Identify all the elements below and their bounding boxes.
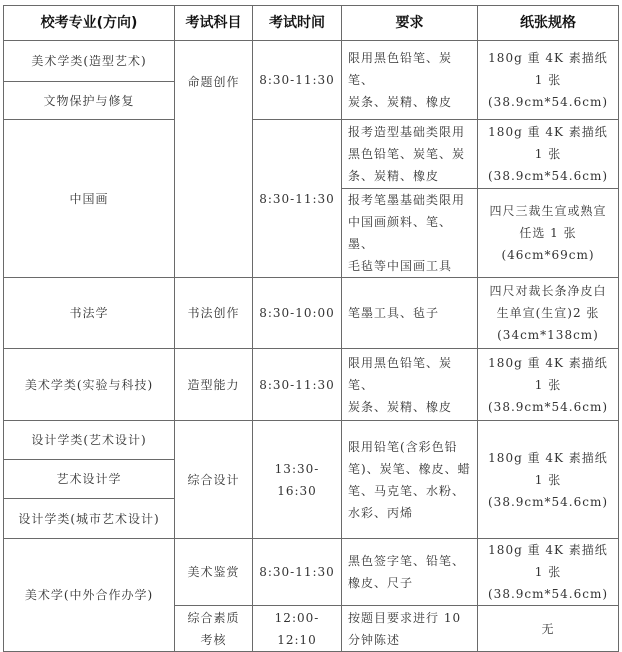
header-requirement: 要求 — [342, 6, 478, 41]
paper-cell: 180g 重 4K 素描纸 1 张 (38.9cm*54.6cm) — [478, 41, 619, 120]
paper-cell: 180g 重 4K 素描纸 1 张 (38.9cm*54.6cm) — [478, 349, 619, 421]
major-cell: 美术学类(实验与科技) — [4, 349, 175, 421]
table-row — [4, 349, 619, 421]
time-cell: 12:00-12:10 — [253, 606, 342, 652]
major-cell: 设计学类(艺术设计) — [4, 421, 175, 460]
paper-cell: 180g 重 4K 素描纸 1 张 (38.9cm*54.6cm) — [478, 421, 619, 539]
requirement-cell: 笔墨工具、毡子 — [342, 278, 478, 349]
header-time: 考试时间 — [253, 6, 342, 41]
time-cell: 8:30-11:30 — [253, 539, 342, 606]
subject-cell: 书法创作 — [175, 278, 253, 349]
requirement-cell: 报考笔墨基础类限用 中国画颜料、笔、墨、 毛毡等中国画工具 — [342, 189, 478, 278]
subject-cell: 命题创作 — [175, 41, 253, 278]
requirement-cell: 报考造型基础类限用 黑色铅笔、炭笔、炭 条、炭精、橡皮 — [342, 120, 478, 189]
major-cell: 书法学 — [4, 278, 175, 349]
major-cell: 文物保护与修复 — [4, 82, 175, 120]
requirement-cell: 限用铅笔(含彩色铅 笔)、炭笔、橡皮、蜡 笔、马克笔、水粉、 水彩、丙烯 — [342, 421, 478, 539]
table-row — [4, 41, 619, 82]
time-cell: 13:30-16:30 — [253, 421, 342, 539]
time-cell: 8:30-11:30 — [253, 41, 342, 120]
paper-cell: 四尺三裁生宣或熟宣 任选 1 张 (46cm*69cm) — [478, 189, 619, 278]
requirement-cell: 黑色签字笔、铅笔、 橡皮、尺子 — [342, 539, 478, 606]
time-cell: 8:30-10:00 — [253, 278, 342, 349]
header-major: 校考专业(方向) — [4, 6, 175, 41]
major-cell: 中国画 — [4, 120, 175, 278]
table-row — [4, 120, 619, 189]
exam-schedule-table — [3, 5, 619, 652]
major-cell: 艺术设计学 — [4, 460, 175, 499]
requirement-cell: 限用黑色铅笔、炭笔、 炭条、炭精、橡皮 — [342, 41, 478, 120]
time-cell: 8:30-11:30 — [253, 120, 342, 278]
subject-cell: 造型能力 — [175, 349, 253, 421]
header-row — [4, 6, 619, 41]
requirement-cell: 限用黑色铅笔、炭笔、 炭条、炭精、橡皮 — [342, 349, 478, 421]
table-row — [4, 539, 619, 606]
header-subject: 考试科目 — [175, 6, 253, 41]
table-row — [4, 421, 619, 460]
header-paper: 纸张规格 — [478, 6, 619, 41]
paper-cell: 四尺对裁长条净皮白 生单宣(生宣)2 张 (34cm*138cm) — [478, 278, 619, 349]
time-cell: 8:30-11:30 — [253, 349, 342, 421]
paper-cell: 180g 重 4K 素描纸 1 张 (38.9cm*54.6cm) — [478, 120, 619, 189]
major-cell: 美术学(中外合作办学) — [4, 539, 175, 652]
paper-cell: 180g 重 4K 素描纸 1 张 (38.9cm*54.6cm) — [478, 539, 619, 606]
table-row — [4, 278, 619, 349]
major-cell: 设计学类(城市艺术设计) — [4, 499, 175, 539]
subject-cell: 综合设计 — [175, 421, 253, 539]
subject-cell: 美术鉴赏 — [175, 539, 253, 606]
paper-cell: 无 — [478, 606, 619, 652]
requirement-cell: 按题目要求进行 10 分钟陈述 — [342, 606, 478, 652]
major-cell: 美术学类(造型艺术) — [4, 41, 175, 82]
subject-cell: 综合素质 考核 — [175, 606, 253, 652]
